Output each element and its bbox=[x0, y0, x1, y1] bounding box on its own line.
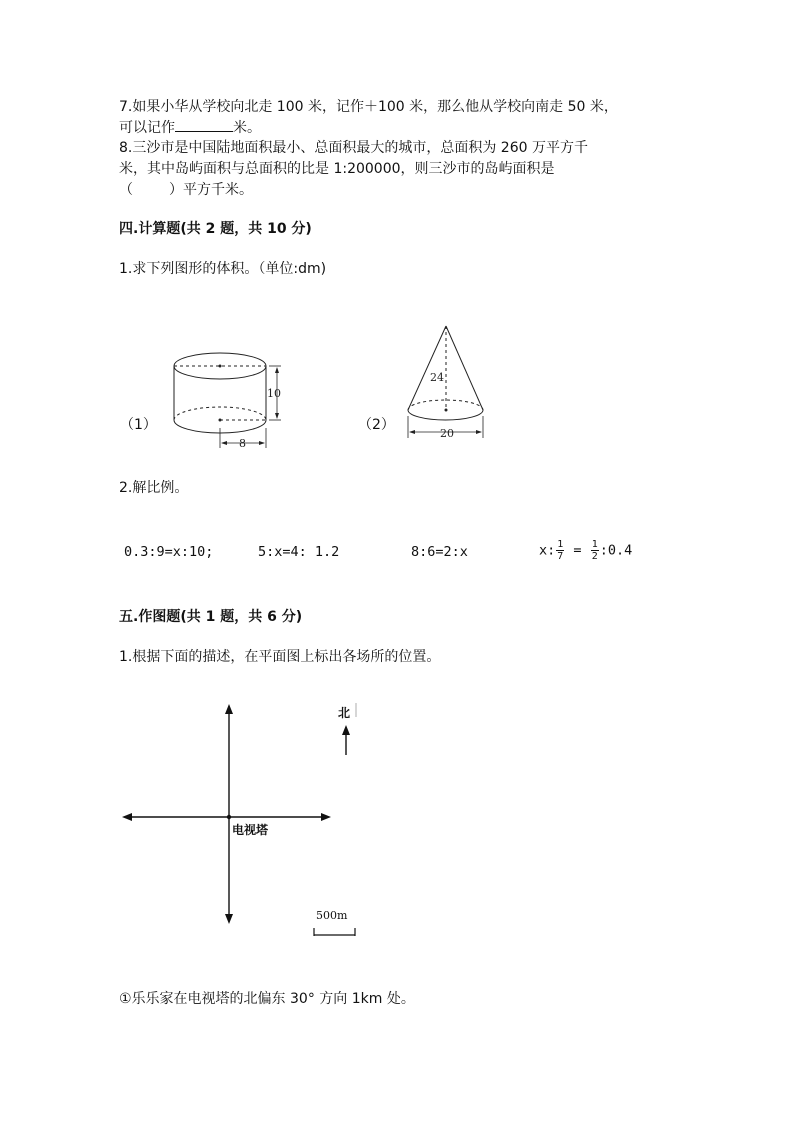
section4-q1: 1.求下列图形的体积。（单位:dm) bbox=[119, 261, 327, 277]
eq4-post: :0.4 bbox=[599, 542, 633, 559]
equation-2: 5:x=4: 1.2 bbox=[258, 544, 340, 560]
cylinder-figure bbox=[165, 340, 295, 455]
q7-line2 bbox=[119, 117, 261, 138]
q8-close-text: ）平方千米。 bbox=[169, 182, 253, 198]
eq4-fraction-2: $\frac{1}{2}$ bbox=[591, 539, 598, 562]
section4-q2: 2.解比例。 bbox=[119, 480, 189, 496]
cone-figure bbox=[400, 322, 495, 444]
equation-1: 0.3:9=x:10; bbox=[124, 544, 214, 560]
equation-3: 8:6=2:x bbox=[411, 544, 468, 560]
cylinder-radius-label: 8 bbox=[239, 437, 246, 450]
scale-label: 500m bbox=[316, 909, 348, 922]
q7-line1: 7.如果小华从学校向北走 100 米，记作＋100 米，那么他从学校向南走 50 米， bbox=[119, 99, 618, 115]
fig2-label: （2） bbox=[358, 417, 395, 433]
q7-answer-blank bbox=[175, 117, 233, 132]
fig1-label: （1） bbox=[120, 417, 157, 433]
q8-open-paren: （ bbox=[119, 182, 133, 198]
section5-title: 五.作图题(共 1 题，共 6 分) bbox=[119, 609, 303, 625]
north-label: 北 bbox=[338, 706, 351, 720]
tv-tower-label: 电视塔 bbox=[232, 823, 269, 837]
section4-title: 四.计算题(共 2 题，共 10 分) bbox=[119, 221, 312, 237]
cylinder-height-label: 10 bbox=[267, 387, 281, 400]
north-arrow-icon bbox=[342, 725, 350, 735]
map-diagram bbox=[115, 695, 375, 945]
q7-line2-post: 米。 bbox=[233, 120, 261, 136]
section5-q1: 1.根据下面的描述，在平面图上标出各场所的位置。 bbox=[119, 649, 441, 665]
q8-line1: 8.三沙市是中国陆地面积最小、总面积最大的城市，总面积为 260 万平方千 bbox=[119, 140, 588, 156]
eq4-equals: = bbox=[565, 542, 590, 559]
q8-line2: 米，其中岛屿面积与总面积的比是 1:200000，则三沙市的岛屿面积是 bbox=[119, 161, 555, 177]
cone-height-label: 24 bbox=[430, 371, 444, 384]
eq4-pre: x: bbox=[539, 542, 556, 559]
eq4-fraction-1: $\frac{1}{7}$ bbox=[557, 539, 564, 562]
q8-line3 bbox=[119, 180, 253, 200]
q7-line2-pre: 可以记作 bbox=[119, 120, 175, 136]
equation-4 bbox=[539, 539, 632, 562]
section5-item1: ①乐乐家在电视塔的北偏东 30° 方向 1km 处。 bbox=[119, 991, 415, 1007]
cone-diameter-label: 20 bbox=[440, 427, 454, 440]
